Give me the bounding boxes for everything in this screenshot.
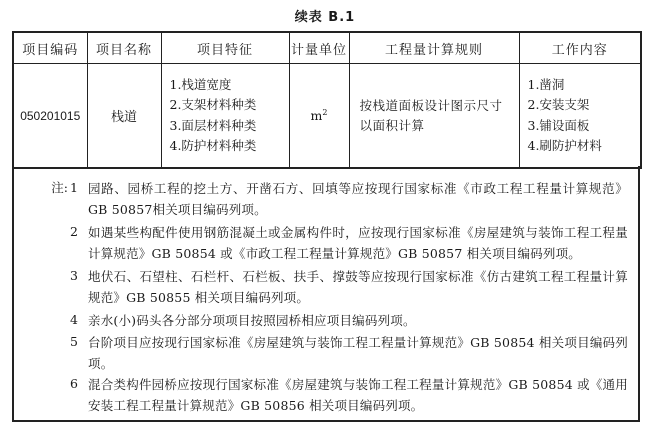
note-number: 2 (70, 224, 78, 239)
header-work: 工作内容 (519, 32, 641, 64)
header-rule: 工程量计算规则 (349, 32, 519, 64)
notes-section (12, 166, 640, 422)
unit-base: m (310, 108, 323, 124)
header-features: 项目特征 (161, 32, 289, 64)
note-number: 1 (70, 180, 78, 195)
note-number: 4 (70, 312, 78, 327)
header-name: 项目名称 (87, 32, 161, 64)
note-number: 6 (70, 376, 78, 391)
work-item: 1.凿洞 (527, 76, 565, 92)
feature-item: 2.支架材料种类 (169, 97, 257, 112)
cell-rule: 按栈道面板设计图示尺寸以面积计算 (349, 64, 519, 169)
note-text: 台阶项目应按现行国家标准《房屋建筑与装饰工程工程量计算规范》GB 50854 相关项目编码列项。 (88, 335, 628, 371)
note-text: 地伏石、石望柱、石栏杆、石栏板、扶手、撑鼓等应按现行国家标准《仿古建筑工程工程量计算规范》GB 50855 相关项目编码列项。 (88, 269, 628, 305)
work-item: 3.铺设面板 (527, 117, 590, 133)
table-row (13, 64, 641, 169)
spec-table (12, 31, 642, 169)
cell-code: 050201015 (13, 64, 87, 169)
cell-features (161, 64, 289, 169)
header-unit: 计量单位 (289, 32, 349, 64)
table-caption: 续表 B.1 (294, 10, 356, 25)
work-item: 2.安装支架 (527, 97, 590, 112)
notes-label: 注: (51, 180, 68, 195)
note-number: 5 (70, 334, 78, 349)
feature-item: 4.防护材料种类 (169, 138, 257, 153)
cell-work (519, 64, 641, 169)
note-text: 园路、园桥工程的挖土方、开凿石方、回填等应按现行国家标准《市政工程工程量计算规范》GB 50857相关项目编码列项。 (88, 181, 628, 217)
unit-exponent: 2 (322, 107, 328, 117)
note-text: 如遇某些构配件使用钢筋混凝土或金属构件时，应按现行国家标准《房屋建筑与装饰工程工程量计算规范》GB 50854 或《市政工程工程量计算规范》GB 50857 相关项目编码列项。 (88, 225, 628, 261)
note-text: 亲水(小)码头各分部分项项目按照园桥相应项目编码列项。 (88, 313, 416, 328)
header-row (13, 32, 641, 64)
cell-unit (289, 64, 349, 169)
feature-item: 3.面层材料种类 (169, 117, 257, 133)
header-code: 项目编码 (13, 32, 87, 64)
cell-name: 栈道 (87, 64, 161, 169)
work-item: 4.刷防护材料 (527, 138, 602, 153)
feature-item: 1.栈道宽度 (169, 76, 232, 92)
note-number: 3 (70, 268, 78, 283)
note-text: 混合类构件园桥应按现行国家标准《房屋建筑与装饰工程工程量计算规范》GB 50854 或《通用安装工程工程量计算规范》GB 50856 相关项目编码列项。 (88, 377, 628, 413)
